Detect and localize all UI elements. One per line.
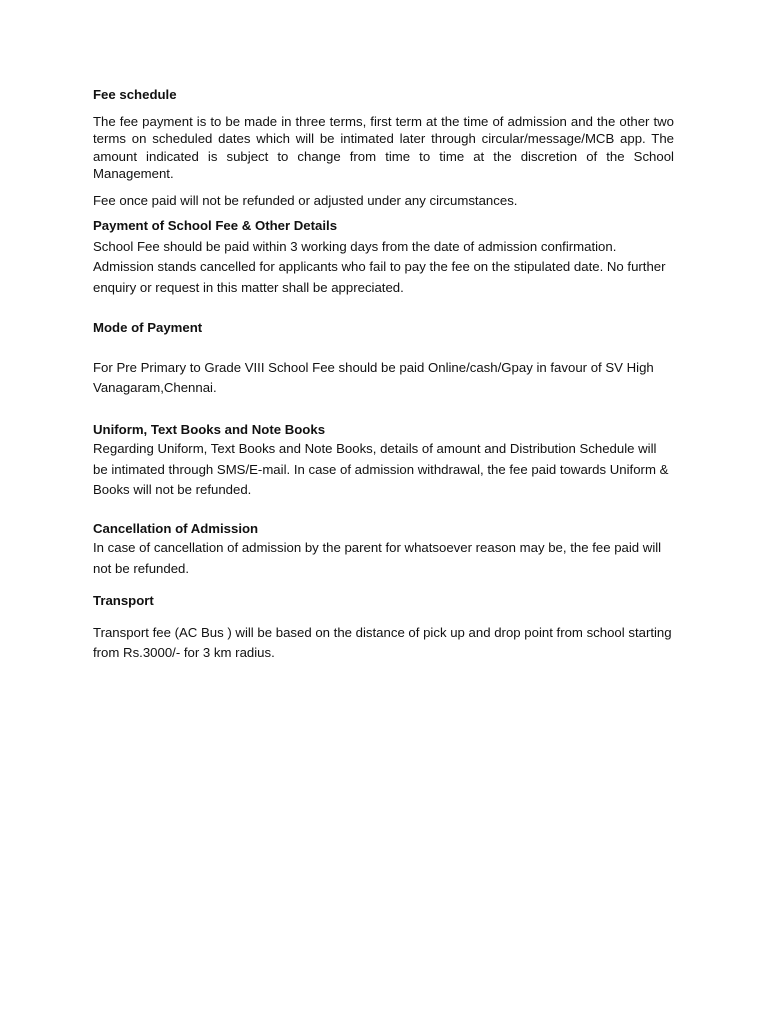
cancellation-paragraph: In case of cancellation of admission by the parent for whatsoever reason may be, the fee paid will not be refunded. — [93, 540, 662, 576]
fee-schedule-paragraph-terms: The fee payment is to be made in three terms, first term at the time of admission and the other two terms on scheduled dates which will be intimated later through circular/message/MCB app. The amount indicated is subject to change from time to time at the discretion of the School Management. — [93, 113, 674, 181]
document-page — [93, 86, 674, 664]
fee-schedule-paragraph-no-refund: Fee once paid will not be refunded or adjusted under any circumstances. — [93, 192, 518, 208]
uniform-books-paragraph: Regarding Uniform, Text Books and Note Books, details of amount and Distribution Schedule will be intimated through SMS/E-mail. In case of admission withdrawal, the fee paid towards Uniform & Books will not be refunded. — [93, 441, 669, 497]
payment-details-paragraph: School Fee should be paid within 3 working days from the date of admission confirmation. Admission stands cancelled for applicants who fail to pay the fee on the stipulated date. No further enquiry or request in this matter shall be appreciated. — [93, 238, 666, 295]
section-heading-fee-schedule: Fee schedule — [93, 87, 177, 102]
section-heading-uniform-books: Uniform, Text Books and Note Books — [93, 421, 326, 437]
section-heading-mode-of-payment: Mode of Payment — [93, 320, 203, 335]
section-heading-cancellation: Cancellation of Admission — [93, 520, 259, 536]
section-heading-transport: Transport — [93, 593, 154, 608]
mode-of-payment-paragraph: For Pre Primary to Grade VIII School Fee should be paid Online/cash/Gpay in favour of SV High Vanagaram,Chennai. — [93, 359, 654, 395]
transport-paragraph: Transport fee (AC Bus ) will be based on the distance of pick up and drop point from school starting from Rs.3000/- for 3 km radius. — [93, 624, 672, 660]
section-heading-payment-details: Payment of School Fee & Other Details — [93, 218, 338, 233]
